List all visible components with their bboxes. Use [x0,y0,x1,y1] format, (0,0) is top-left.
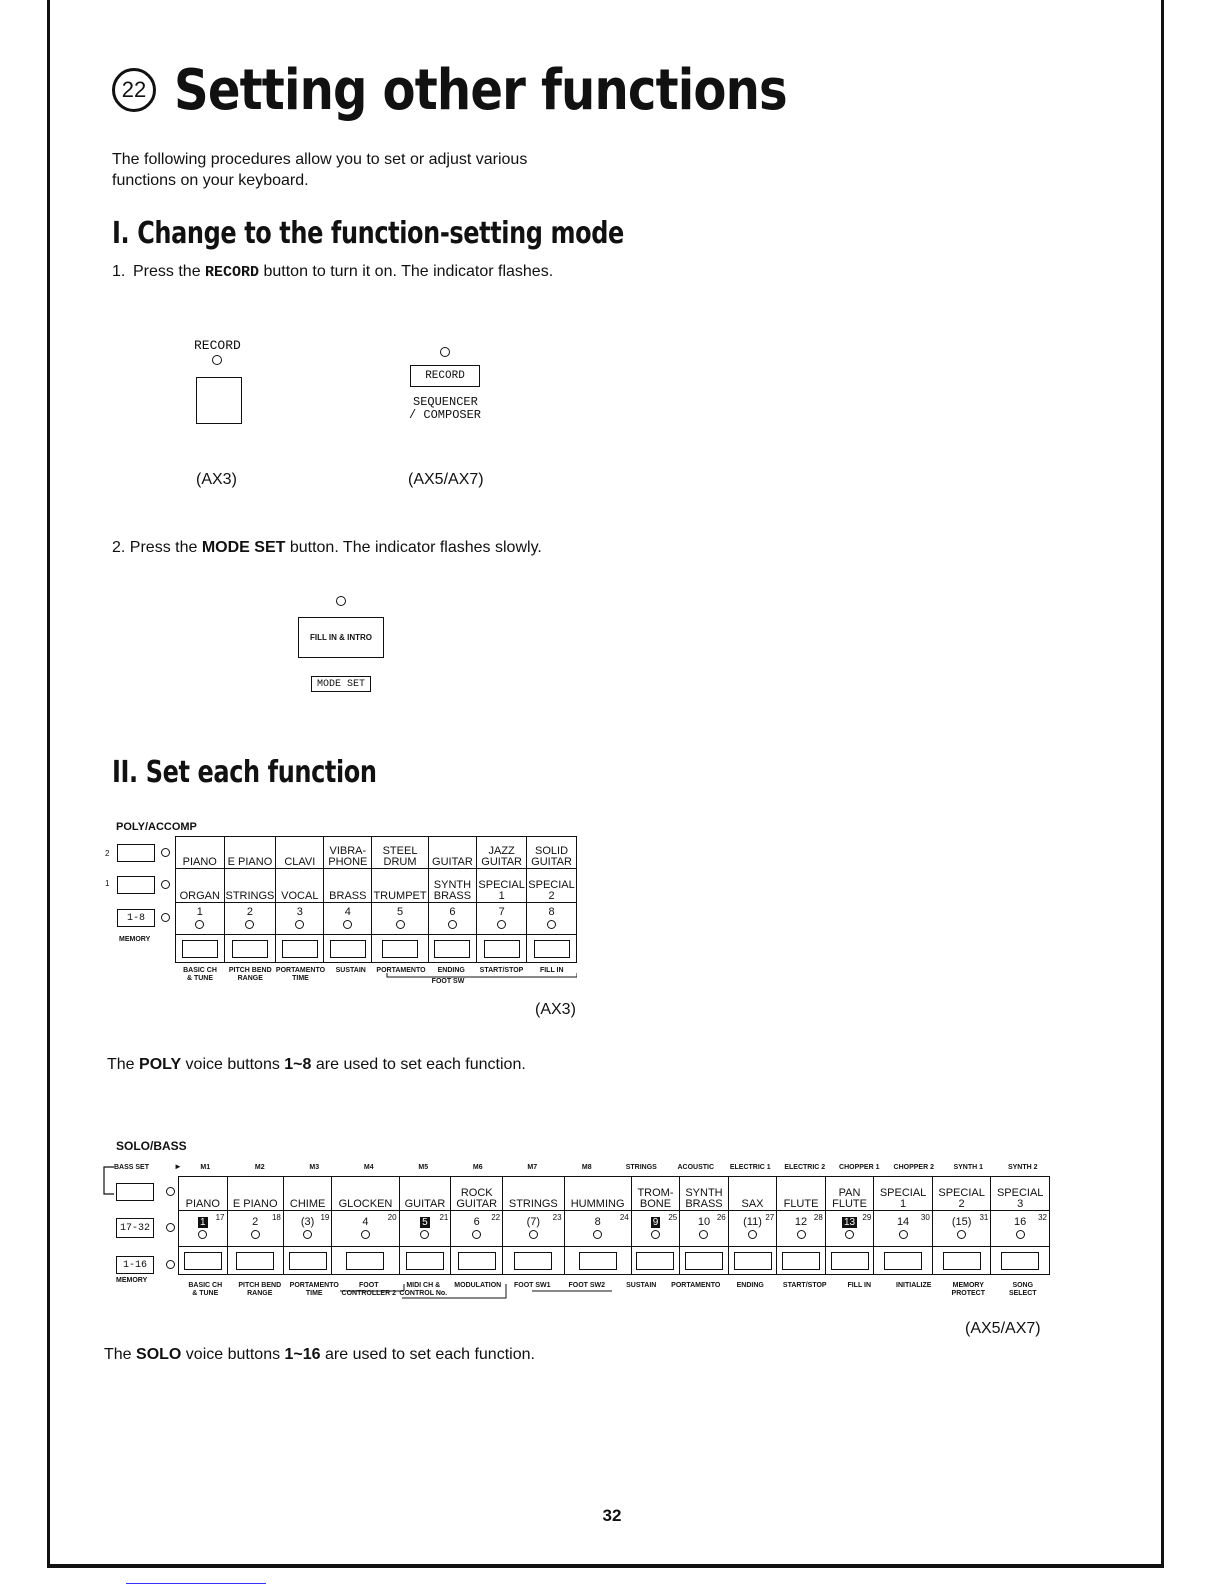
solo-top-label: M2 [254,1164,265,1171]
solo-number: 14 [896,1216,910,1228]
poly-model-label: (AX3) [535,1001,576,1018]
poly-voice-cell: BRASS [324,869,372,903]
solo-top-label: M8 [581,1164,592,1171]
solo-upper-number: 31 [979,1213,989,1222]
solo-top-label: CHOPPER 2 [893,1164,934,1171]
solo-upper-number: 28 [813,1213,823,1222]
poly-voice-cell: STEEL DRUM [372,837,428,869]
poly-bank-led [161,913,170,922]
poly-voice-cell: E PIANO [224,837,276,869]
poly-row-2-led [161,848,170,857]
solo-function-label: MIDI CH & CONTROL No. [399,1282,448,1297]
ax57-sequencer-label: SEQUENCER [413,395,478,409]
solo-upper-number: 27 [765,1213,775,1222]
solo-voice-cell: ROCK GUITAR [451,1177,503,1211]
step-1-number: 1. [112,263,126,280]
solo-desc-bold1: SOLO [136,1346,182,1363]
poly-number: 3 [296,906,303,918]
poly-number: 4 [344,906,351,918]
solo-upper-number: 22 [491,1213,501,1222]
solo-number: (7) [526,1216,541,1228]
foot-sw-bracket [385,971,577,983]
poly-voice-button[interactable] [282,940,318,958]
solo-number: 12 [794,1216,808,1228]
solo-voice-cell: SYNTH BRASS [680,1177,729,1211]
poly-number-cell [527,903,577,935]
solo-voice-cell: STRINGS [503,1177,564,1211]
poly-function-label: PITCH BEND RANGE [228,967,272,982]
solo-voice-cell: TROM- BONE [631,1177,680,1211]
poly-row-1-index: 1 [105,879,110,888]
poly-voice-cell: SOLID GUITAR [527,837,577,869]
step-2-bold: MODE SET [201,539,286,556]
solo-number: 9 [652,1217,659,1228]
poly-number: 7 [498,906,505,918]
solo-voice-cell: GLOCKEN [332,1177,399,1211]
solo-upper-number: 19 [320,1213,330,1222]
poly-bank-1-8-button[interactable]: 1-8 [117,909,155,927]
page-border-right [1161,0,1164,1568]
poly-button-cell [224,935,276,963]
solo-function-label: PORTAMENTO [671,1282,721,1289]
poly-function-label: START/STOP [479,967,524,974]
solo-desc-mid: voice buttons [181,1346,285,1363]
poly-function-label: PORTAMENTO TIME [275,967,326,982]
poly-button-cell [276,935,324,963]
poly-voice-cell: JAZZ GUITAR [477,837,527,869]
modeset-led [336,596,346,606]
poly-voice-cell: SPECIAL 2 [527,869,577,903]
poly-voice-button[interactable] [434,940,470,958]
solo-upper-number: 29 [862,1213,872,1222]
solo-upper-number: 32 [1038,1213,1047,1222]
step-2 [112,537,592,558]
poly-number: 8 [548,906,555,918]
page-border-bottom [47,1564,1164,1568]
solo-number: 6 [473,1216,480,1228]
solo-panel [102,1160,1057,1310]
poly-led [343,920,352,929]
solo-function-label: SONG SELECT [1008,1282,1037,1297]
ax3-record-label: RECORD [194,338,241,353]
poly-function-label: BASIC CH & TUNE [183,967,217,982]
solo-voice-cell: PIANO [179,1177,228,1211]
solo-upper-number: 21 [439,1213,449,1222]
ax57-record-led [440,347,450,357]
poly-number-cell [224,903,276,935]
solo-voice-cell: FLUTE [777,1177,826,1211]
poly-desc-pre: The [107,1056,140,1073]
poly-function-label: FILL IN [539,967,564,974]
poly-function-label: SUSTAIN [335,967,366,974]
page-title-text: Setting other functions [174,57,787,123]
poly-voice-cell: PIANO [176,837,225,869]
solo-bank-17-32-button[interactable]: 17-32 [116,1218,154,1238]
step-1-pre: Press the [133,263,206,280]
poly-number-cell [428,903,477,935]
solo-function-label: FILL IN [847,1282,872,1289]
ax57-composer-label: / COMPOSER [409,408,482,422]
solo-top-label: M1 [200,1164,211,1171]
solo-number: 4 [362,1216,369,1228]
step-1-post: button to turn it on. The indicator flashes. [259,263,554,280]
solo-voice-cell: PAN FLUTE [825,1177,874,1211]
solo-function-label: PORTAMENTO TIME [289,1282,339,1297]
poly-voice-button[interactable] [232,940,268,958]
solo-function-label: FOOT SW1 [513,1282,551,1289]
step-2-pre: Press the [129,539,202,556]
poly-voice-cell: STRINGS [224,869,276,903]
solo-upper-number: 26 [716,1213,726,1222]
solo-bank-1-16-button[interactable]: 1-16 [116,1256,154,1274]
solo-upper-number: 18 [271,1213,281,1222]
section-1-heading: I. Change to the function-setting mode [112,216,624,251]
solo-top-label: M6 [472,1164,483,1171]
poly-accomp-label: POLY/ACCOMP [116,821,197,833]
bass-set-label: BASS SET [114,1164,150,1171]
poly-desc-post: are used to set each function. [311,1056,526,1073]
poly-voice-cell: SYNTH BRASS [428,869,477,903]
poly-function-label: ENDING [437,967,465,974]
ax57-record-button[interactable]: RECORD [410,365,480,387]
solo-voice-cell: CHIME [283,1177,332,1211]
step-2-post: button. The indicator flashes slowly. [285,539,542,556]
step-1-bold: RECORD [205,264,260,281]
solo-description [104,1346,535,1364]
solo-number: 5 [422,1217,428,1228]
solo-function-label: FOOT SW2 [568,1282,606,1289]
step-2-number: 2. [112,539,126,556]
solo-upper-number: 23 [552,1213,562,1222]
solo-voice-cell: E PIANO [227,1177,283,1211]
solo-desc-pre: The [104,1346,137,1363]
poly-led [497,920,506,929]
poly-button-cell [176,935,225,963]
poly-voice-cell: VIBRA- PHONE [324,837,372,869]
solo-function-label: INITIALIZE [896,1282,932,1289]
poly-voice-table [175,836,577,963]
solo-upper-number: 17 [215,1213,225,1222]
solo-function-label: SUSTAIN [626,1282,657,1289]
poly-button-cell [372,935,428,963]
solo-voice-cell: HUMMING [564,1177,631,1211]
poly-number-cell [372,903,428,935]
poly-number-cell [324,903,372,935]
solo-number: (15) [951,1216,972,1228]
solo-voice-cell: GUITAR [399,1177,451,1211]
solo-number: 13 [843,1217,856,1228]
poly-number-cell [477,903,527,935]
solo-top-label: M5 [418,1164,429,1171]
poly-panel [105,836,585,991]
poly-voice-button[interactable] [484,940,520,958]
intro-paragraph: The following procedures allow you to set or adjust various functions on your keyboard. [112,151,528,189]
solo-number: (3) [300,1216,315,1228]
poly-row-2-button[interactable] [117,844,155,862]
ax3-record-button[interactable] [196,377,242,424]
poly-number: 6 [449,906,456,918]
poly-number: 2 [246,906,254,918]
solo-top-label: ELECTRIC 1 [729,1164,771,1171]
poly-led [295,920,304,929]
ax3-model-label: (AX3) [196,471,237,488]
solo-number: 8 [594,1216,601,1228]
solo-top-label: SYNTH 2 [1007,1164,1038,1171]
poly-led [396,920,405,929]
page-border-left [47,0,50,1568]
poly-desc-bold1: POLY [139,1056,182,1073]
poly-function-label: PORTAMENTO [376,967,426,974]
solo-voice-cell: SPECIAL 3 [991,1177,1050,1211]
solo-function-label: START/STOP [782,1282,827,1289]
section-2-heading: II. Set each function [112,755,377,790]
solo-number: (11) [743,1216,762,1228]
poly-voice-cell: TRUMPET [372,869,428,903]
section-number-badge: 22 [112,68,156,112]
solo-upper-number: 30 [920,1213,930,1222]
solo-upper-number: 24 [619,1213,629,1222]
poly-voice-cell: VOCAL [276,869,324,903]
page-number: 32 [602,1506,622,1525]
solo-number: 2 [252,1216,259,1228]
poly-voice-button[interactable] [534,940,570,958]
solo-top-label: CHOPPER 1 [839,1164,880,1171]
solo-desc-post: are used to set each function. [320,1346,535,1363]
solo-top-label: M3 [309,1164,320,1171]
solo-voice-cell: SPECIAL 2 [932,1177,991,1211]
poly-number-cell [176,903,225,935]
solo-upper-number: 25 [668,1213,678,1222]
foot-sw-label: FOOT SW [431,978,465,985]
poly-voice-button[interactable] [330,940,366,958]
solo-function-label: MEMORY PROTECT [951,1282,985,1297]
poly-voice-cell: CLAVI [276,837,324,869]
solo-bass-label: SOLO/BASS [116,1139,187,1153]
poly-voice-button[interactable] [382,940,418,958]
poly-memory-label: MEMORY [119,936,151,943]
solo-top-label: M4 [363,1164,374,1171]
poly-button-cell [527,935,577,963]
solo-model-label: (AX5/AX7) [965,1320,1041,1337]
poly-voice-cell: SPECIAL 1 [477,869,527,903]
poly-number-cell [276,903,324,935]
mode-set-label: MODE SET [311,676,371,692]
solo-desc-bold2: 1~16 [284,1346,321,1363]
poly-button-cell [477,935,527,963]
solo-function-label: PITCH BEND RANGE [238,1282,282,1297]
solo-function-label: BASIC CH & TUNE [188,1282,223,1297]
poly-number: 5 [396,906,404,918]
poly-row-2-index: 2 [105,849,110,858]
poly-led [547,920,556,929]
poly-button-cell [428,935,477,963]
solo-function-label: ENDING [736,1282,764,1289]
solo-top-label: ELECTRIC 2 [784,1164,826,1171]
page-title [112,56,887,124]
poly-row-1-button[interactable] [117,876,155,894]
solo-top-label: M7 [527,1164,538,1171]
solo-memory-label: MEMORY [116,1277,148,1284]
poly-voice-button[interactable] [182,940,218,958]
solo-voice-cell: SPECIAL 1 [874,1177,933,1211]
poly-voice-cell: GUITAR [428,837,477,869]
solo-number: 16 [1014,1216,1027,1228]
ax3-record-led [212,355,222,365]
poly-led [195,920,204,929]
bass-set-arrow-icon: ► [174,1162,182,1171]
solo-number: 10 [697,1216,711,1228]
ax57-model-label: (AX5/AX7) [408,471,484,488]
step-1 [112,261,582,283]
poly-description [107,1056,526,1074]
fill-in-intro-button[interactable]: FILL IN & INTRO [298,617,384,658]
poly-desc-mid: voice buttons [181,1056,285,1073]
solo-top-label: STRINGS [625,1164,657,1171]
solo-top-label: SYNTH 1 [953,1164,984,1171]
solo-number: 1 [199,1217,206,1228]
solo-upper-number: 20 [387,1213,397,1222]
solo-voice-cell: SAX [728,1177,777,1211]
poly-led [448,920,457,929]
poly-number: 1 [196,906,203,918]
solo-function-brackets [102,1160,1057,1310]
poly-led [245,920,254,929]
solo-function-label: MODULATION [454,1282,502,1289]
poly-desc-bold2: 1~8 [284,1056,312,1073]
poly-button-cell [324,935,372,963]
poly-row-1-led [161,880,170,889]
poly-voice-cell: ORGAN [176,869,225,903]
solo-top-label: ACOUSTIC [677,1164,715,1171]
solo-function-label: FOOT CONTROLLER 2 [341,1282,396,1297]
